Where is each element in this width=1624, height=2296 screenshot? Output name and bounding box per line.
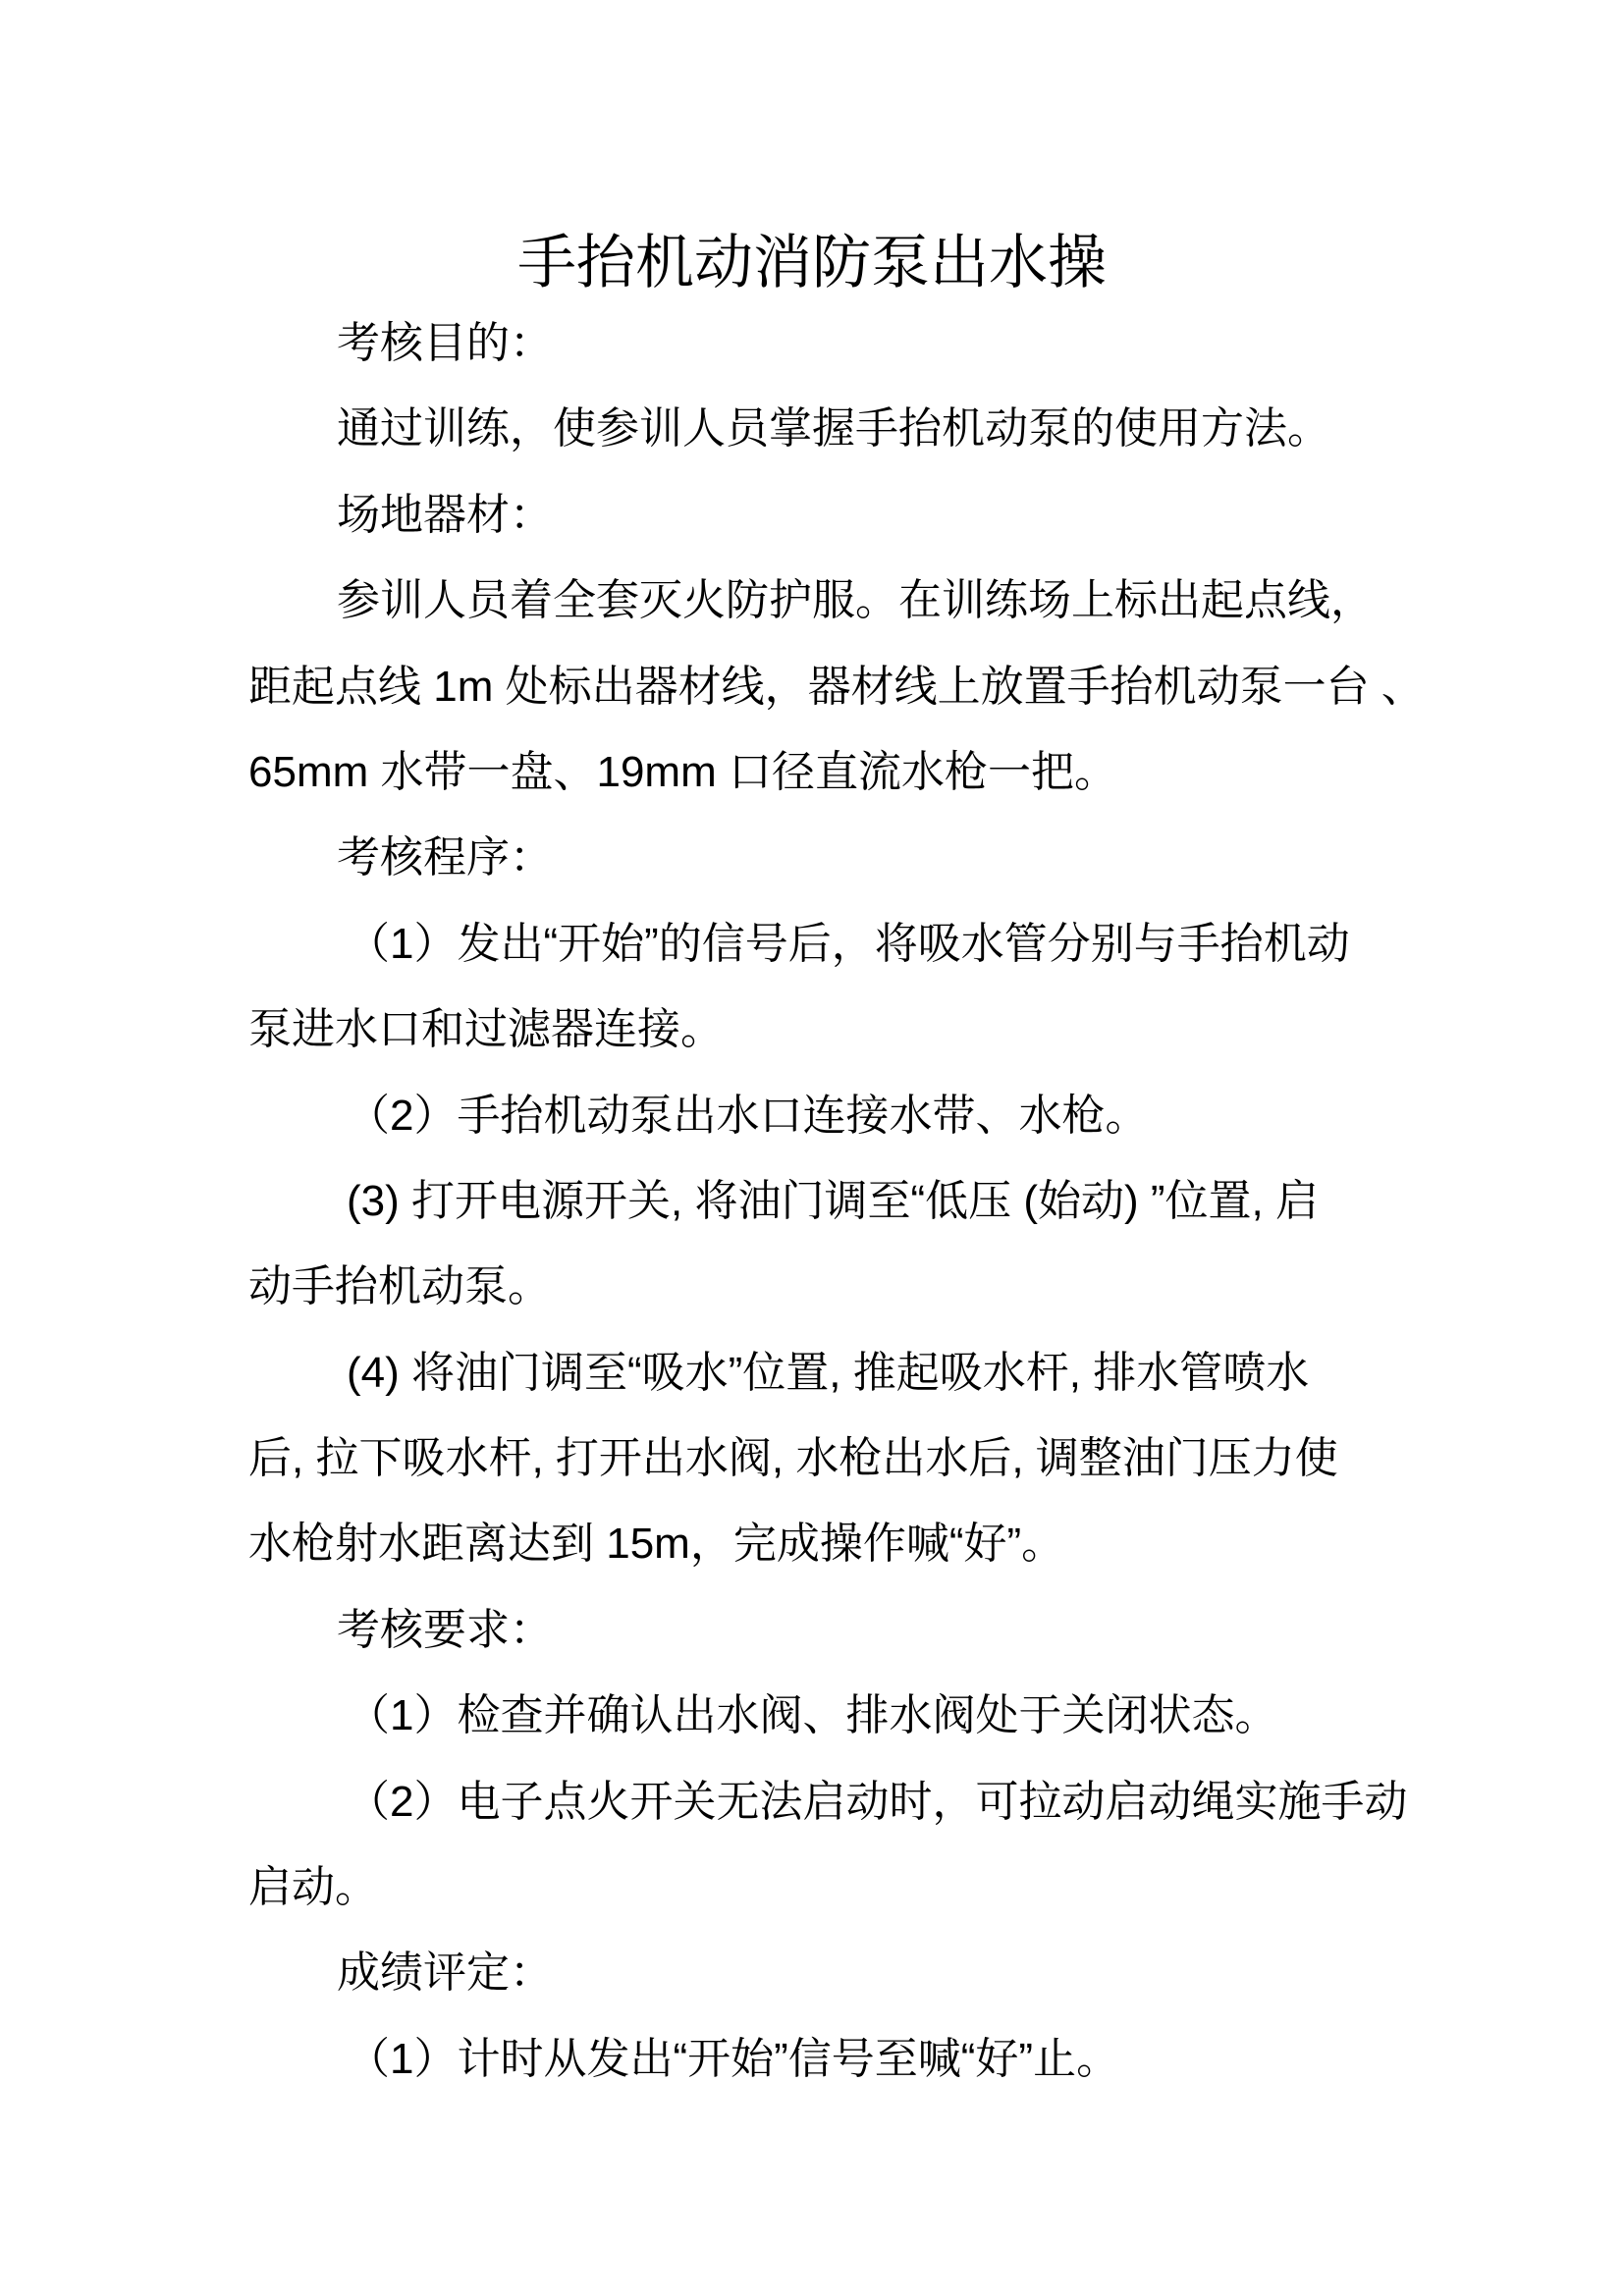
paragraph-line: 水枪射水距离达到 15m，完成操作喊“好”。 [248, 1520, 1065, 1569]
paragraph-line: 65mm 水带一盘、19mm 口径直流水枪一把。 [248, 747, 1117, 796]
section-heading-requirements: 考核要求： [337, 1605, 553, 1654]
section-heading-scoring: 成绩评定： [337, 1949, 553, 1998]
requirement-1: （1）检查并确认出水阀、排水阀处于关闭状态。 [347, 1691, 1278, 1740]
paragraph-line: 动手抬机动泵。 [248, 1262, 551, 1311]
paragraph-line: 通过训练，使参训人员掌握手抬机动泵的使用方法。 [337, 404, 1330, 454]
paragraph-line: 启动。 [248, 1863, 378, 1912]
paragraph-line: 泵进水口和过滤器连接。 [248, 1005, 724, 1054]
section-heading-procedure: 考核程序： [337, 833, 553, 882]
procedure-step-4: (4) 将油门调至“吸水”位置, 推起吸水杆, 排水管喷水 [347, 1348, 1310, 1397]
paragraph-line: 参训人员着全套灭火防护服。在训练场上标出起点线， [337, 576, 1374, 625]
procedure-step-3: (3) 打开电源开关, 将油门调至“低压 (始动) ”位置, 启 [347, 1176, 1319, 1225]
procedure-step-1: （1）发出“开始”的信号后，将吸水管分别与手抬机动 [347, 919, 1350, 968]
procedure-step-2: （2）手抬机动泵出水口连接水带、水枪。 [347, 1091, 1149, 1140]
requirement-2: （2）电子点火开关无法启动时，可拉动启动绳实施手动 [347, 1777, 1408, 1826]
paragraph-line: 后, 拉下吸水杆, 打开出水阀, 水枪出水后, 调整油门压力使 [248, 1434, 1338, 1483]
document-title: 手抬机动消防泵出水操 [517, 230, 1107, 295]
section-heading-purpose: 考核目的： [337, 319, 553, 367]
scoring-rule-1: （1）计时从发出“开始”信号至喊“好”止。 [347, 2034, 1120, 2083]
paragraph-line: 距起点线 1m 处标出器材线，器材线上放置手抬机动泵一台 、 [248, 662, 1425, 711]
document-body [248, 314, 1427, 2115]
section-heading-equipment: 场地器材： [337, 490, 553, 539]
